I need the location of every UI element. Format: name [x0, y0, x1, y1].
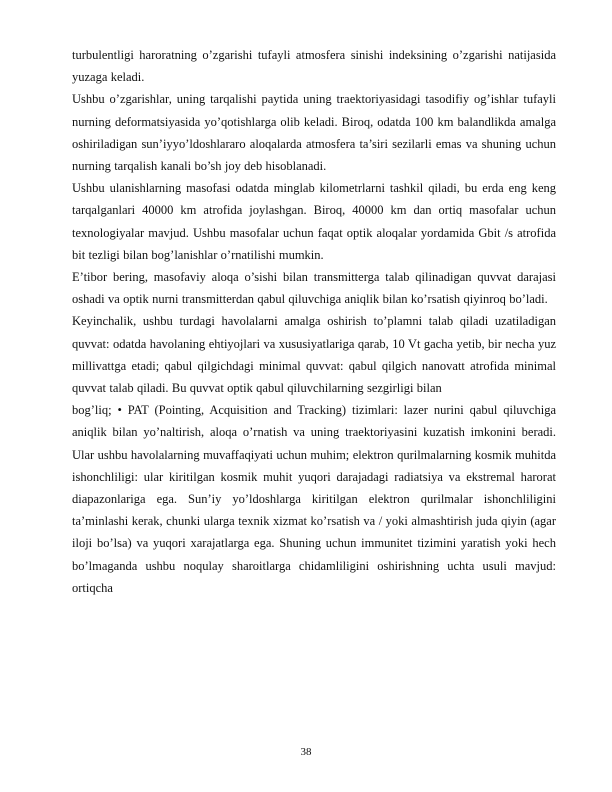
page-number: 38 [300, 746, 312, 758]
paragraph-turbulence: turbulentligi haroratning o’zgarishi tufayli atmosfera sinishi indeksining o’zgarishi natijasida yuzaga keladi. [72, 48, 556, 85]
paragraph-deviations: Ushbu o’zgarishlar, uning tarqalishi paytida uning traektoriyasidagi tasodifiy og’ishlar tufayli nurning deformatsiyasida yo’qotishlarga olib keladi. Biroq, odatda 100 km balandlikda amalga oshiriladigan sun’iyyo’ldoshlararo aloqalarda atmosfera ta’siri sezilarli emas va shuning uchun nurning tarqalish kanali bo’sh joy deb hisoblanadi. [72, 92, 556, 174]
body-text [72, 44, 556, 599]
paragraph-distances: Ushbu ulanishlarning masofasi odatda minglab kilometrlarni tashkil qiladi, bu erda eng keng tarqalganlari 40000 km atrofida joylashgan. Biroq, 40000 km dan ortiq masofalar uchun texnologiyalar mavjud. Ushbu masofalar uchun faqat optik aloqalar yordamida Gbit /s atrofida bit tezligi bilan bog’lanishlar o’rnatilishi mumkin. [72, 181, 556, 262]
paragraph-requirements: Keyinchalik, ushbu turdagi havolalarni amalga oshirish to’plamni talab qiladi uzatiladigan quvvat: odatda havolaning ehtiyojlari va xususiyatlariga qarab, 10 Vt gacha yetib, bir necha yuz millivattga etadi; qabul qilgichdagi minimal quvvat: qabul qilgich nanovatt atrofida minimal quvvat talab qiladi. Bu quvvat optik qabul qiluvchilarning sezgirligi bilan [72, 314, 556, 396]
paragraph-power-note: E’tibor bering, masofaviy aloqa o’sishi bilan transmitterga talab qilinadigan quvvat darajasi oshadi va optik nurni transmitterdan qabul qiluvchiga aniqlik bilan ko’rsatish qiyinroq bo’ladi. [72, 270, 556, 307]
paragraph-pat-systems: bog’liq; • PAT (Pointing, Acquisition and Tracking) tizimlari: lazer nurini qabul qiluvchiga aniqlik bilan yo’naltirish, aloqa o’rnatish va uning traektoriyasini kuzatish imkonini beradi. Ular ushbu havolalarning muvaffaqiyati uchun muhim; elektron qurilmalarning kosmik muhitda ishonchliligi: ular kiritilgan kosmik muhit yuqori darajadagi radiatsiya va ekstremal harorat diapazonlariga ega. Sun’iy yo’ldoshlarga kiritilgan elektron qurilmalar ishonchliligini ta’minlashi kerak, chunki ularga texnik xizmat ko’rsatish va / yoki almashtirish juda qiyin (agar iloji bo’lsa) va yuqori xarajatlarga ega. Shuning uchun immunitet tizimini yaratish yoki hech bo’lmaganda ushbu noqulay sharoitlarga chidamliligini oshirishning uchta usuli mavjud: ortiqcha [72, 403, 556, 595]
